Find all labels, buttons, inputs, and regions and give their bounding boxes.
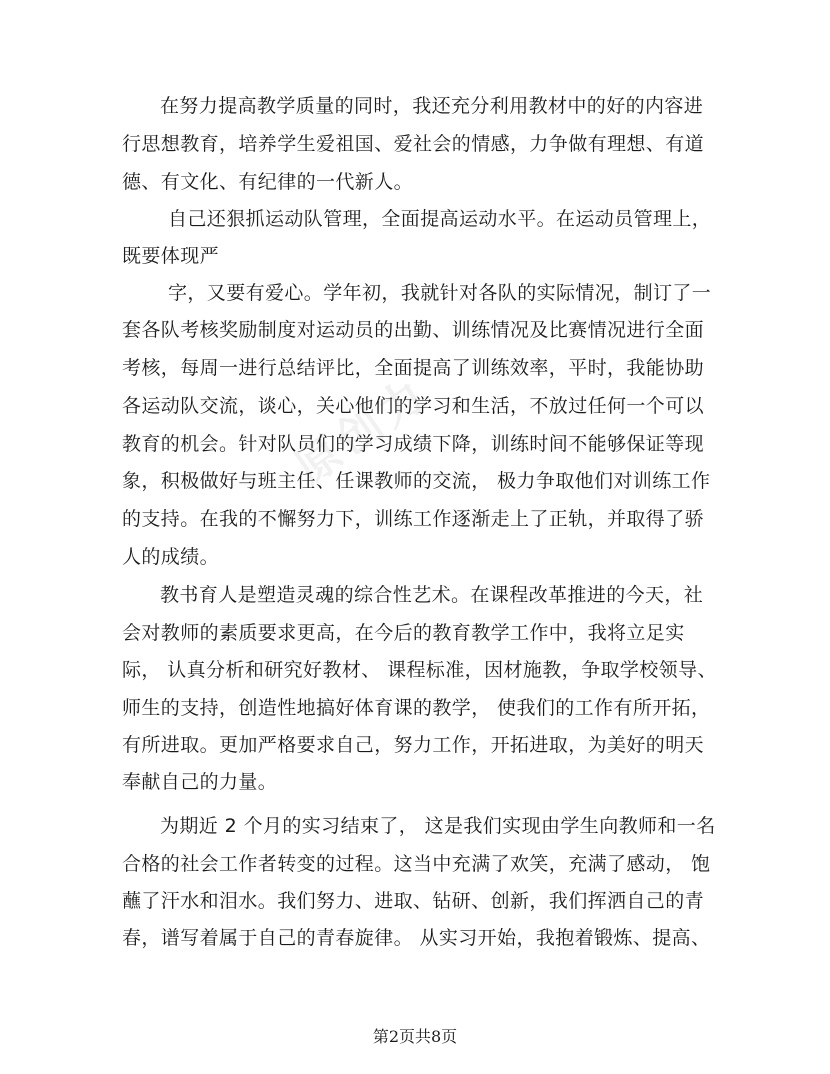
text-line: 考核，每周一进行总结评比，全面提高了训练效率，平时，我能协助 — [122, 357, 705, 379]
text-line: 在努力提高教学质量的同时，我还充分利用教材中的好的内容进 — [160, 95, 704, 117]
text-line: 为期近 2 个月的实习结束了， 这是我们实现由学生向教师和一名 — [160, 815, 716, 837]
text-line: 合格的社会工作者转变的过程。这当中充满了欢笑，充满了感动， 饱 — [122, 853, 711, 875]
watermark: 原创力 — [286, 366, 439, 495]
page-number: 第2页共8页 — [372, 1027, 458, 1046]
text-line: 套各队考核奖励制度对运动员的出勤、训练情况及比赛情况进行全面 — [122, 319, 705, 341]
text-line: 教书育人是塑造灵魂的综合性艺术。在课程改革推进的今天，社 — [160, 584, 704, 606]
text-line: 象，积极做好与班主任、任课教师的交流， 极力争取他们对训练工作 — [122, 470, 711, 492]
text-line: 有所进取。更加严格要求自己，努力工作，开拓进取，为美好的明天 — [122, 734, 705, 756]
text-line: 会对教师的素质要求更高，在今后的教育教学工作中，我将立足实 — [122, 622, 685, 644]
text-line: 奉献自己的力量。 — [122, 771, 278, 793]
text-line: 字，又要有爱心。学年初，我就针对各队的实际情况，制订了一 — [168, 282, 712, 304]
text-line: 德、有文化、有纪律的一代新人。 — [122, 171, 414, 193]
text-line: 春，谱写着属于自己的青春旋律。 从实习开始，我抱着锻炼、提高、 — [122, 927, 711, 949]
text-line: 既要体现严 — [122, 245, 220, 267]
text-line: 蘸了汗水和泪水。我们努力、进取、钻研、创新，我们挥洒自己的青 — [122, 890, 705, 912]
text-line: 人的成绩。 — [122, 546, 220, 568]
text-line: 自己还狠抓运动队管理，全面提高运动水平。在运动员管理上， — [168, 208, 712, 230]
text-line: 各运动队交流，谈心，关心他们的学习和生活，不放过任何一个可以 — [122, 395, 705, 417]
text-line: 教育的机会。针对队员们的学习成绩下降，训练时间不能够保证等现 — [122, 433, 705, 455]
text-line: 的支持。在我的不懈努力下，训练工作逐渐走上了正轨，并取得了骄 — [122, 508, 705, 530]
text-line: 师生的支持，创造性地搞好体育课的教学， 使我们的工作有所开拓， — [122, 697, 711, 719]
text-line: 行思想教育，培养学生爱祖国、爱社会的情感，力争做有理想、有道 — [122, 133, 705, 155]
text-line: 际， 认真分析和研究好教材、 课程标准，因材施教，争取学校领导、 — [122, 659, 717, 681]
